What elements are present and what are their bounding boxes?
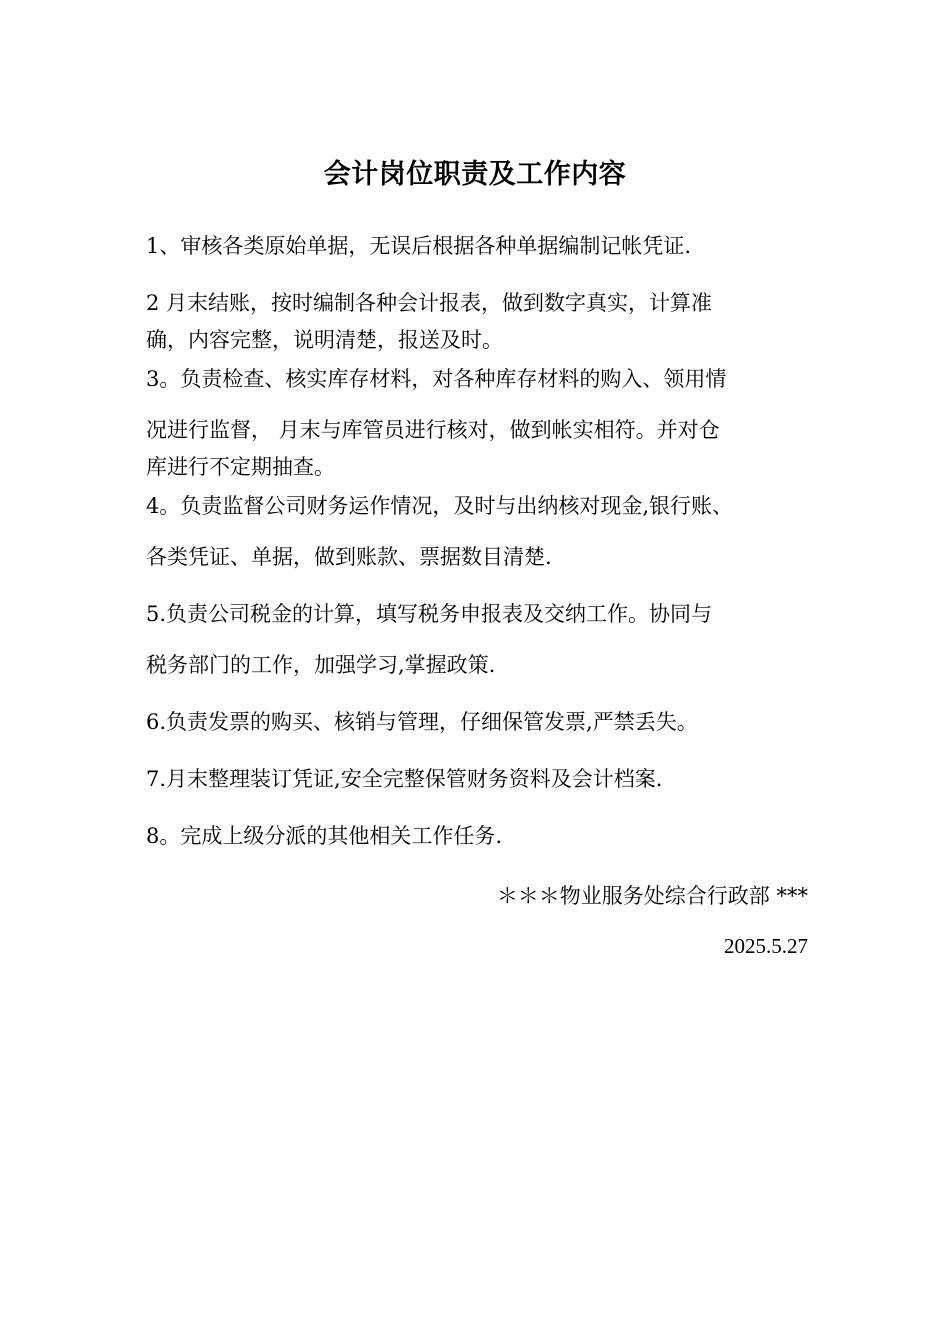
- department-signature: ＊＊＊物业服务处综合行政部 ***: [496, 884, 808, 908]
- duty-item-6-line-1: 6.负责发票的购买、核销与管理，仔细保管发票,严禁丢失。: [146, 710, 698, 734]
- duty-item-5-line-1: 5.负责公司税金的计算，填写税务申报表及交纳工作。协同与: [146, 602, 713, 626]
- duty-item-4-line-2: 各类凭证、单据，做到账款、票据数目清楚.: [146, 545, 552, 569]
- duty-item-7: [146, 761, 826, 798]
- duty-item-2-line-1: 2 月末结账，按时编制各种会计报表，做到数字真实，计算准: [146, 291, 713, 315]
- duty-item-4: [146, 488, 826, 576]
- duty-item-1: [146, 228, 826, 265]
- duty-item-3-line-1: 3。负责检查、核实库存材料，对各种库存材料的购入、领用情: [146, 367, 727, 391]
- document-body: [146, 228, 826, 855]
- duty-item-6: [146, 704, 826, 741]
- document-title: 会计岗位职责及工作内容: [323, 159, 627, 190]
- duty-item-2-line-2: 确，内容完整，说明清楚，报送及时。: [146, 328, 503, 352]
- duty-item-8-line-1: 8。完成上级分派的其他相关工作任务.: [146, 824, 503, 848]
- duty-item-5-line-2: 税务部门的工作，加强学习,掌握政策.: [146, 653, 496, 677]
- duty-item-3: [146, 361, 826, 486]
- duty-item-7-line-1: 7.月末整理装订凭证,安全完整保管财务资料及会计档案.: [146, 767, 663, 791]
- duty-item-2: [146, 285, 826, 359]
- document-date: 2025.5.27: [724, 934, 808, 958]
- duty-item-5: [146, 596, 826, 684]
- duty-item-4-line-1: 4。负责监督公司财务运作情况，及时与出纳核对现金,银行账、: [146, 494, 734, 518]
- duty-item-3-line-2: 况进行监督， 月末与库管员进行核对，做到帐实相符。并对仓: [146, 418, 720, 442]
- duty-item-1-line-1: 1、审核各类原始单据，无误后根据各种单据编制记帐凭证.: [146, 234, 692, 258]
- duty-item-3-line-3: 库进行不定期抽查。: [146, 455, 335, 479]
- duty-item-8: [146, 818, 826, 855]
